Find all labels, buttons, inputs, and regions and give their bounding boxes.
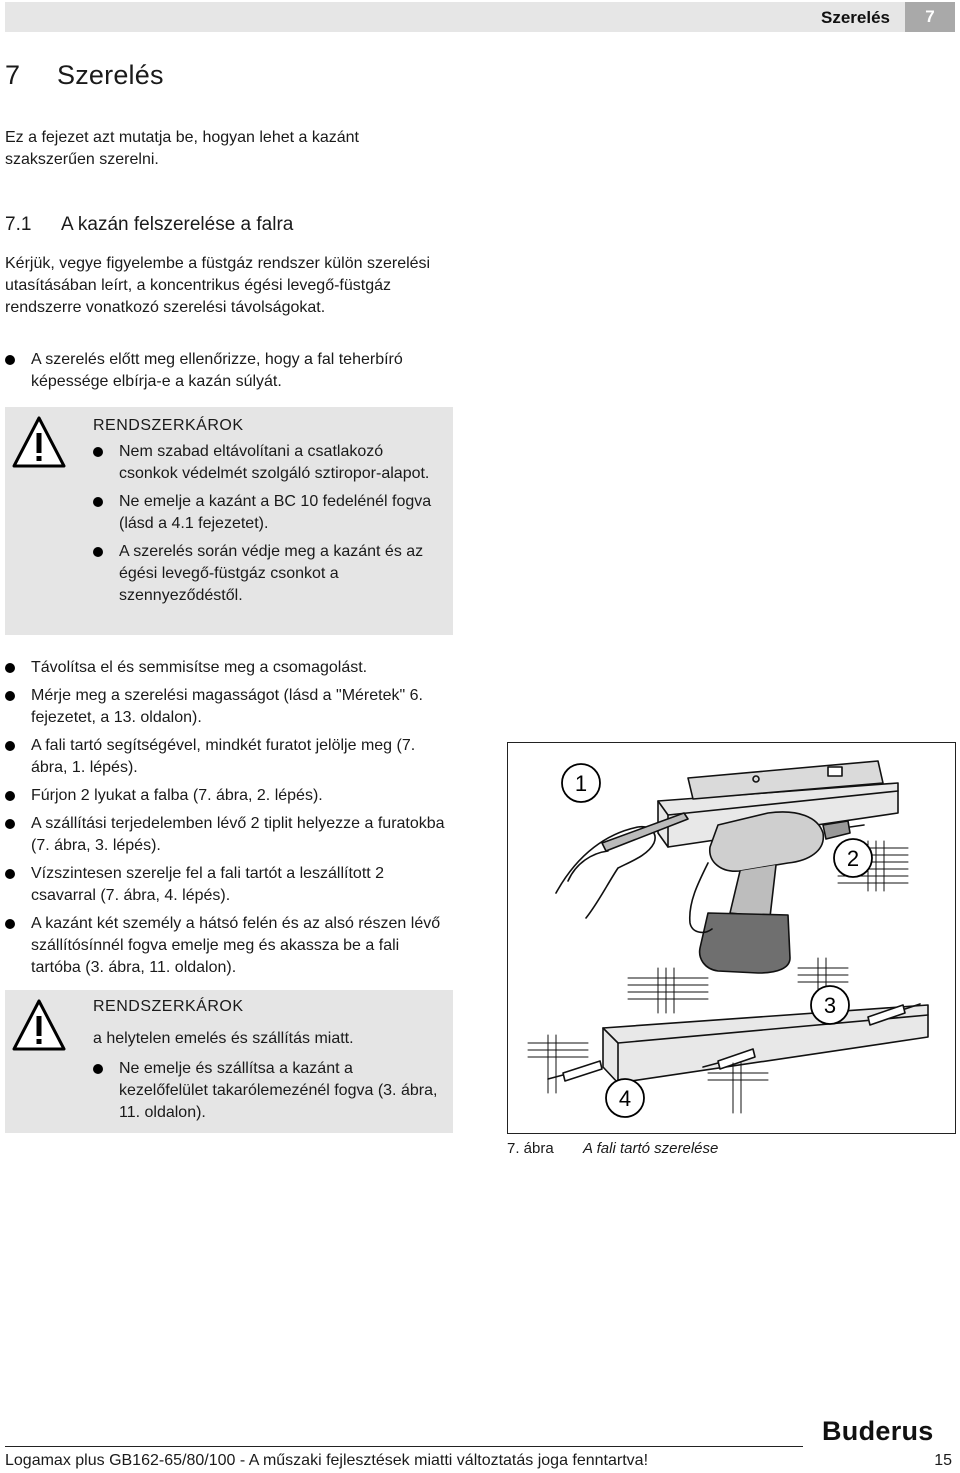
section-title: A kazán felszerelése a falra (61, 214, 294, 235)
warning-list (93, 1058, 443, 1124)
warning-triangle-icon (11, 998, 67, 1054)
bullet-dot-icon (5, 355, 15, 365)
bullet-dot-icon (5, 819, 15, 829)
warning-text: a helytelen emelés és szállítás miatt. (93, 1030, 354, 1047)
warning-title: RENDSZERKÁROK (93, 417, 244, 434)
warning-box-system-damage (5, 407, 453, 635)
chapter-number: 7 (5, 60, 21, 90)
figure-caption-number: 7. ábra (507, 1140, 554, 1157)
intro-paragraph: Ez a fejezet azt mutatja be, hogyan lehet a kazánt szakszerűen szerelni. (5, 129, 359, 168)
section-heading (5, 214, 293, 236)
step-label-4 (606, 1079, 644, 1117)
svg-text:3: 3 (823, 993, 837, 1018)
bullet-dot-icon (5, 919, 15, 929)
list-item: Mérje meg a szerelési magasságot (lásd a "Méretek" 6. fejezetet, a 13. oldalon). (5, 685, 453, 729)
header-bar (5, 2, 905, 32)
bullet-dot-icon (93, 1064, 103, 1074)
bullet-dot-icon (5, 663, 15, 673)
list-item: A szerelés előtt meg ellenőrizze, hogy a fal teherbíró képessége elbírja-e a kazán súlyát. (5, 349, 453, 393)
chapter-heading (5, 60, 164, 91)
warning-body (93, 1028, 443, 1130)
list-item: Ne emelje a kazánt a BC 10 fedelénél fogva (lásd a 4.1 fejezetet). (93, 491, 443, 535)
svg-text:2: 2 (846, 846, 860, 871)
list-item: Vízszintesen szerelje fel a fali tartót a leszállított 2 csavarral (7. ábra, 4. lépés). (5, 863, 453, 907)
header-chapter-number: 7 (905, 2, 955, 32)
footer-text: Logamax plus GB162-65/80/100 - A műszaki fejlesztések miatti változtatás joga fenntartva! (5, 1452, 649, 1469)
section-paragraph: Kérjük, vegye figyelembe a füstgáz rendszer külön szerelési utasításában leírt, a koncentrikus égési levegő-füstgáz rendszerre vonatkozó szerelési távolságokat. (5, 255, 431, 316)
warning-title: RENDSZERKÁROK (93, 998, 244, 1015)
pre-check-list (5, 349, 453, 399)
svg-text:1: 1 (574, 771, 588, 796)
list-item: Távolítsa el és semmisítse meg a csomagolást. (5, 657, 453, 679)
header-section-title: Szerelés (821, 8, 890, 27)
section-number: 7.1 (5, 214, 32, 235)
installation-steps-list (5, 657, 453, 985)
bullet-dot-icon (5, 691, 15, 701)
bullet-dot-icon (5, 869, 15, 879)
list-item: Nem szabad eltávolítani a csatlakozó csonkok védelmét szolgáló sztiropor-alapot. (93, 441, 443, 485)
bullet-dot-icon (5, 741, 15, 751)
list-item: Ne emelje és szállítsa a kazánt a kezelőfelület takarólemezénél fogva (3. ábra, 11. oldalon). (93, 1058, 443, 1124)
step-label-1 (562, 764, 600, 802)
bullet-dot-icon (93, 547, 103, 557)
bullet-dot-icon (93, 497, 103, 507)
wall-bracket-illustration (508, 743, 955, 1133)
figure-caption-text: A fali tartó szerelése (583, 1140, 719, 1157)
page-number: 15 (934, 1452, 952, 1469)
step-label-3 (811, 986, 849, 1024)
warning-box-lifting-damage (5, 990, 453, 1133)
step-label-2 (834, 839, 872, 877)
list-item: A fali tartó segítségével, mindkét furatot jelölje meg (7. ábra, 1. lépés). (5, 735, 453, 779)
figure-caption (507, 1140, 718, 1157)
footer-divider (5, 1446, 803, 1447)
list-item: A kazánt két személy a hátsó felén és az alsó részen lévő szállítósínnél fogva emelje meg és akassza be a fali tartóba (3. ábra, 11. oldalon). (5, 913, 453, 979)
list-item: Fúrjon 2 lyukat a falba (7. ábra, 2. lépés). (5, 785, 453, 807)
brand-logo: Buderus (822, 1416, 934, 1446)
chapter-title: Szerelés (57, 60, 164, 90)
figure-wall-bracket-installation (507, 742, 956, 1134)
bullet-dot-icon (5, 791, 15, 801)
list-item: A szerelés során védje meg a kazánt és az égési levegő-füstgáz csonkot a szennyeződéstől. (93, 541, 443, 607)
warning-triangle-icon (11, 415, 67, 471)
svg-text:4: 4 (618, 1086, 632, 1111)
list-item: A szállítási terjedelemben lévő 2 tiplit helyezze a furatokba (7. ábra, 3. lépés). (5, 813, 453, 857)
bullet-dot-icon (93, 447, 103, 457)
warning-list (93, 441, 443, 613)
